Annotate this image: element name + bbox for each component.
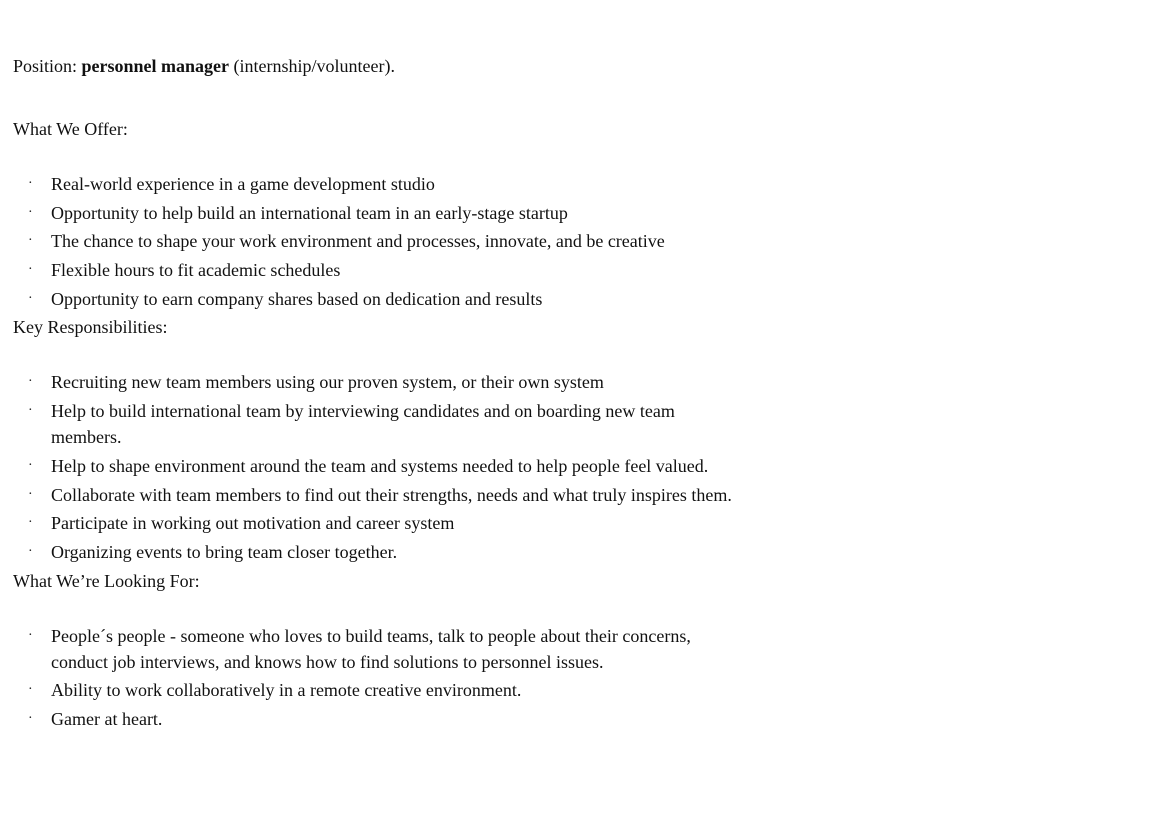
list-item-text: Gamer at heart.	[51, 708, 163, 729]
list-item-text: Flexible hours to fit academic schedules	[51, 260, 341, 281]
list-item-text: Opportunity to help build an international team in an early-stage startup	[51, 202, 568, 223]
list-item	[13, 171, 913, 197]
bullet-icon: ·	[28, 543, 33, 559]
list-item	[13, 228, 913, 254]
bullet-icon: ·	[28, 262, 33, 278]
list-item	[13, 510, 753, 536]
list-item-text: The chance to shape your work environment and processes, innovate, and be creative	[51, 231, 665, 252]
list-item-text: Opportunity to earn company shares based on dedication and results	[51, 288, 543, 309]
responsibilities-list	[13, 369, 753, 564]
list-item-text: Recruiting new team members using our proven system, or their own system	[51, 372, 604, 393]
position-prefix: Position:	[13, 56, 82, 76]
responsibilities-heading: Key Responsibilities:	[13, 317, 168, 338]
bullet-icon: ·	[28, 682, 33, 698]
bullet-icon: ·	[28, 204, 33, 220]
bullet-icon: ·	[28, 233, 33, 249]
list-item	[13, 453, 753, 479]
list-item	[13, 706, 773, 732]
looking-for-list	[13, 623, 773, 732]
list-item	[13, 623, 773, 675]
bullet-icon: ·	[28, 627, 33, 643]
offer-list	[13, 171, 913, 312]
list-item-text: People´s people - someone who loves to build teams, talk to people about their concerns, conduct job interviews, and knows how to find solutions to personnel issues.	[51, 625, 691, 672]
job-posting-document	[13, 53, 913, 735]
bullet-icon: ·	[28, 710, 33, 726]
list-item	[13, 398, 753, 450]
list-item	[13, 539, 753, 565]
list-item-text: Real-world experience in a game development studio	[51, 174, 435, 194]
list-item	[13, 257, 913, 283]
list-item	[13, 200, 913, 226]
list-item	[13, 286, 913, 312]
list-item-text: Participate in working out motivation and career system	[51, 513, 455, 534]
bullet-icon: ·	[28, 457, 33, 473]
bullet-icon: ·	[28, 374, 33, 390]
position-role: personnel manager	[81, 56, 230, 76]
position-line	[13, 53, 913, 79]
list-item-text: Help to shape environment around the team and systems needed to help people feel valued.	[51, 455, 709, 476]
bullet-icon: ·	[28, 290, 33, 306]
offer-heading: What We Offer:	[13, 119, 128, 139]
list-item	[13, 677, 773, 703]
list-item	[13, 369, 753, 395]
bullet-icon: ·	[28, 176, 33, 191]
list-item-text: Organizing events to bring team closer together.	[51, 541, 398, 562]
list-item	[13, 482, 753, 508]
position-suffix: (internship/volunteer).	[229, 56, 395, 76]
list-item-text: Collaborate with team members to find out their strengths, needs and what truly inspires them.	[51, 484, 732, 505]
bullet-icon: ·	[28, 486, 33, 502]
looking-for-heading: What We’re Looking For:	[13, 570, 200, 591]
bullet-icon: ·	[28, 403, 33, 419]
bullet-icon: ·	[28, 515, 33, 531]
list-item-text: Ability to work collaboratively in a remote creative environment.	[51, 680, 522, 701]
list-item-text: Help to build international team by interviewing candidates and on boarding new team members.	[51, 401, 675, 448]
